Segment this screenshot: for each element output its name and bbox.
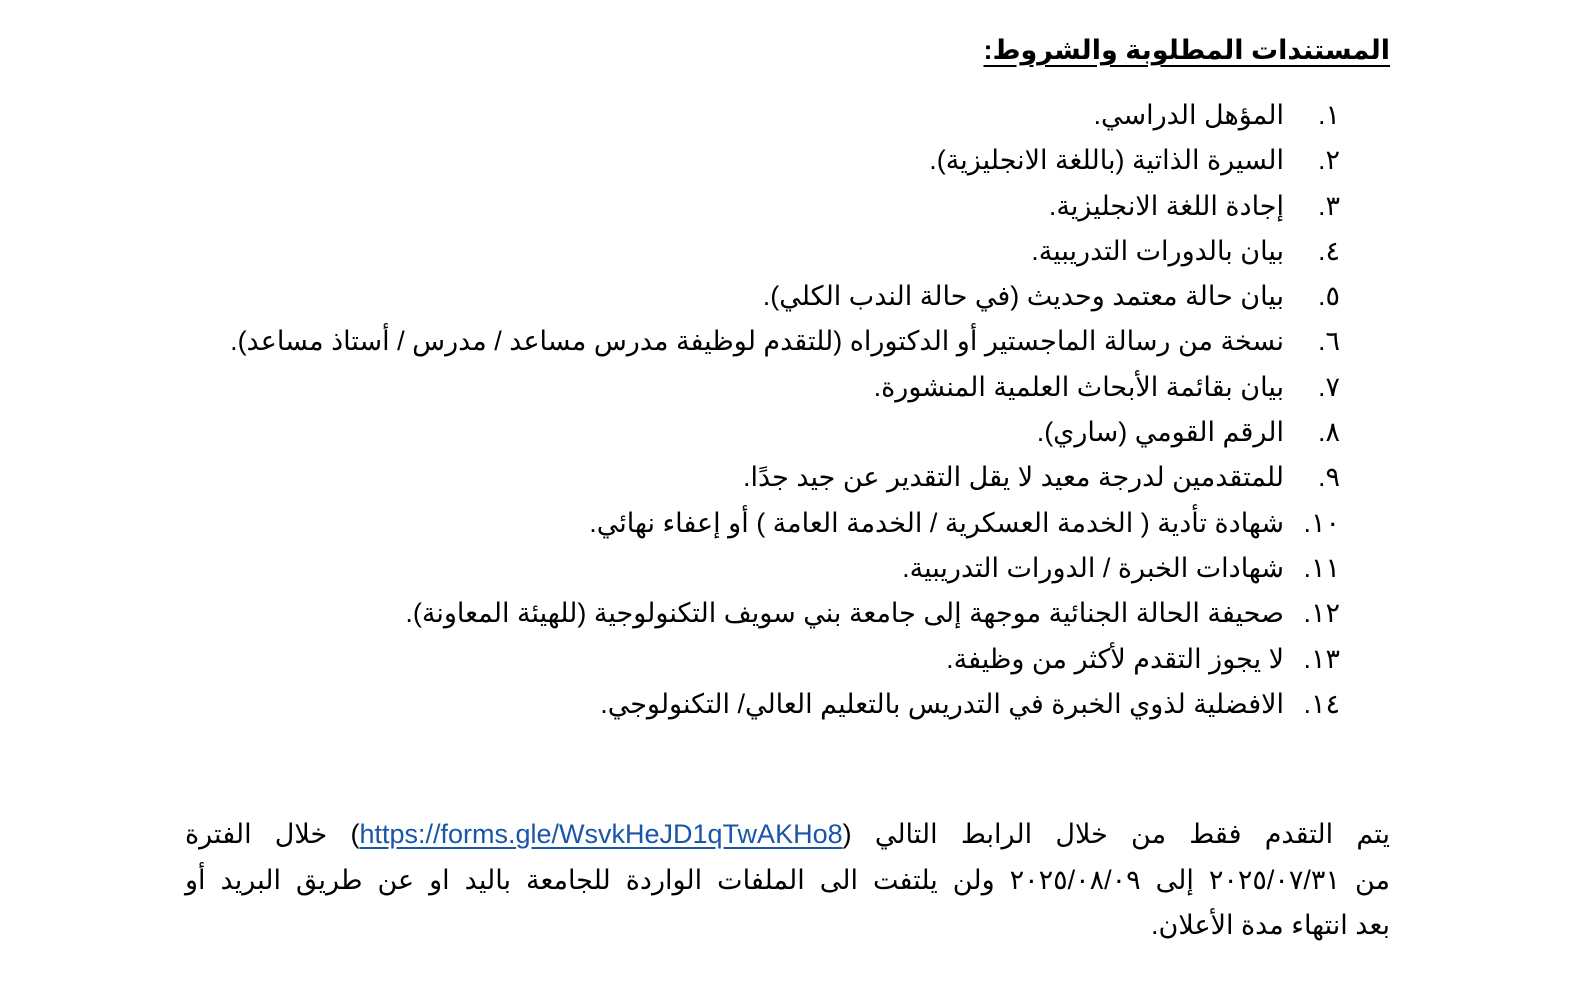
application-note xyxy=(185,812,1390,949)
list-item xyxy=(230,637,1340,682)
item-text: للمتقدمين لدرجة معيد لا يقل التقدير عن جيد جدًا. xyxy=(742,462,1284,493)
item-text: شهادات الخبرة / الدورات التدريبية. xyxy=(902,552,1284,583)
item-text: نسخة من رسالة الماجستير أو الدكتوراه (للتقدم لوظيفة مدرس مساعد / مدرس / أستاذ مساعد). xyxy=(230,326,1284,357)
list-item xyxy=(230,546,1340,591)
note-line-2: من ٢٠٢٥/٠٧/٣١ إلى ٢٠٢٥/٠٨/٠٩ ولن يلتفت الى الملفات الواردة للجامعة باليد او عن طريق البريد أو xyxy=(185,864,1390,895)
note-text: ) خلال الفترة xyxy=(185,819,360,849)
list-item xyxy=(230,682,1340,727)
list-item xyxy=(230,591,1340,636)
item-number: ٣. xyxy=(1317,190,1340,221)
item-number: ١٤. xyxy=(1303,688,1340,719)
item-number: ٢. xyxy=(1317,145,1340,176)
item-text: المؤهل الدراسي. xyxy=(1093,100,1284,130)
item-text: إجادة اللغة الانجليزية. xyxy=(1048,190,1284,221)
list-item xyxy=(230,410,1340,455)
item-number: ١. xyxy=(1317,100,1340,130)
list-item xyxy=(230,274,1340,319)
list-item xyxy=(230,455,1340,500)
item-number: ٦. xyxy=(1317,326,1340,357)
item-number: ٨. xyxy=(1317,417,1340,448)
item-number: ٧. xyxy=(1317,371,1340,402)
section-heading: المستندات المطلوبة والشروط: xyxy=(983,35,1390,65)
item-text: بيان بقائمة الأبحاث العلمية المنشورة. xyxy=(873,371,1284,402)
item-number: ١٠. xyxy=(1303,507,1340,538)
item-number: ١٣. xyxy=(1303,643,1340,674)
item-text: السيرة الذاتية (باللغة الانجليزية). xyxy=(929,145,1284,176)
item-number: ٩. xyxy=(1317,462,1340,493)
list-item xyxy=(230,93,1340,138)
item-text: بيان حالة معتمد وحديث (في حالة الندب الكلي). xyxy=(762,281,1284,312)
requirements-list xyxy=(230,93,1340,727)
item-number: ١٢. xyxy=(1303,598,1340,629)
application-form-link[interactable]: https://forms.gle/WsvkHeJD1qTwAKHo8 xyxy=(359,819,843,849)
note-line-1 xyxy=(185,812,1390,858)
item-text: صحيفة الحالة الجنائية موجهة إلى جامعة بني سويف التكنولوجية (للهيئة المعاونة). xyxy=(405,598,1284,629)
note-line-3: بعد انتهاء مدة الأعلان. xyxy=(1151,910,1390,940)
item-text: بيان بالدورات التدريبية. xyxy=(1031,235,1284,266)
list-item xyxy=(230,319,1340,364)
note-text: يتم التقدم فقط من خلال الرابط التالي ( xyxy=(842,819,1390,849)
item-text: لا يجوز التقدم لأكثر من وظيفة. xyxy=(946,643,1284,674)
item-number: ٥. xyxy=(1317,281,1340,312)
item-text: الافضلية لذوي الخبرة في التدريس بالتعليم العالي/ التكنولوجي. xyxy=(600,688,1284,719)
item-text: شهادة تأدية ( الخدمة العسكرية / الخدمة العامة ) أو إعفاء نهائي. xyxy=(589,507,1284,538)
list-item xyxy=(230,184,1340,229)
item-number: ٤. xyxy=(1317,235,1340,266)
list-item xyxy=(230,229,1340,274)
list-item xyxy=(230,365,1340,410)
list-item xyxy=(230,501,1340,546)
item-text: الرقم القومي (ساري). xyxy=(1036,417,1284,448)
item-number: ١١. xyxy=(1303,552,1340,583)
list-item xyxy=(230,138,1340,183)
